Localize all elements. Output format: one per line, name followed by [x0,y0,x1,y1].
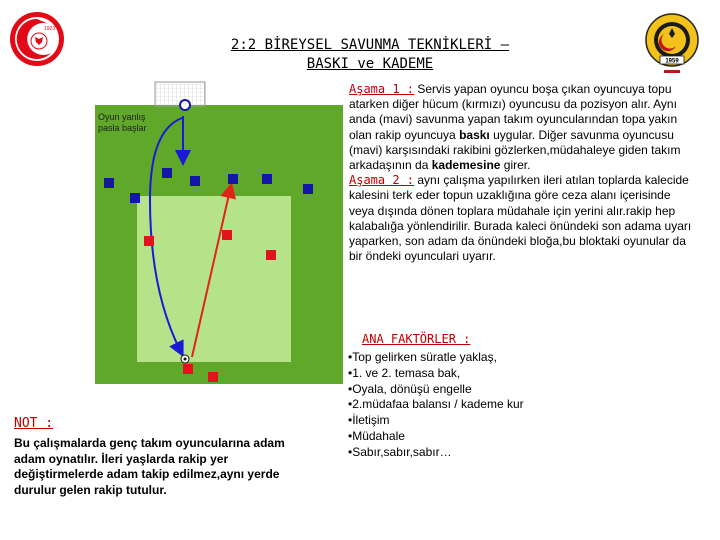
factor-item: •Oyala, dönüşü engelle [348,381,472,396]
title-line-2: BASKI ve KADEME [306,56,434,72]
defender [228,174,238,184]
logo-year: 1959 [665,58,679,65]
phase-1-text: Servis yapan oyuncu boşa çıkan oyuncuya topu atarken diğer hücum (kırmızı) oyuncusu da pozisyon alır. Aynı anda (mavi) savunma yapan takım oyuncularından topa yakın olan rakip oyuncuya [349,82,678,142]
title-line-1: 2:2 BİREYSEL SAVUNMA TEKNİKLERİ – [230,37,510,53]
exercise-description [349,82,694,264]
defender [262,174,272,184]
defender [303,184,313,194]
phase-1-text-2: uygular. Diğer savunma oyuncusu (mavi) karşısındaki rakibini gözlerken,müdahaleye giden takım arkadaşının da [349,127,681,173]
note-title: NOT : [14,416,54,431]
factors-list [348,350,608,461]
phase-1-bold-cover: kademesine [431,158,501,173]
pitch-right [291,196,343,384]
attacker [266,250,276,260]
phase-2-heading: Aşama 2 : [349,173,415,188]
attacker [208,372,218,382]
phase-1-heading: Aşama 1 : [349,82,415,96]
factor-item: •1. ve 2. temasa bak, [348,365,461,380]
phase-1-bold-pressure: baskı [459,127,490,142]
factor-item: •Sabır,sabır,sabır… [348,444,452,459]
attacker [183,364,193,374]
goalkeeper [180,100,190,110]
field-note: Oyun yanlış pasla başlar [98,112,147,133]
logo-year: 1923 [44,26,56,32]
defender [130,193,140,203]
attacker [144,236,154,246]
attacker [222,230,232,240]
defender [104,178,114,188]
factor-item: •İletişim [348,413,390,428]
factor-item: •Müdahale [348,428,405,443]
pitch-channel [137,196,291,362]
phase-1-text-3: girer. [500,158,531,173]
defender [162,168,172,178]
pitch-left [95,196,137,384]
phase-2-text: aynı çalışma yapılırken ileri atılan toplarda kalecide kalesini terk eder topun uzaklığına göre ceza alanı içerisinde veya dışında dönen toplara müdahale için yerini alır.rakip hep kalabalığa yönlendirilir. Burada kaleci önündeki son adama uyarı yaparken, son adam da önündeki bloğa,bu bloktaki oyunular da bir öndeki oyunculari uyarır. [349,173,692,264]
note-text: Bu çalışmalarda genç takım oyuncularına adam adam oynatılır. İleri yaşlarda rakip yer değiştirmelerde adam takip edilmez,aynı yerde durulur gelen rakip tutulur. [14,436,285,497]
factor-item: •Top gelirken süratle yaklaş, [348,350,497,364]
factor-item: •2.müdafaa balansı / kademe kur [348,397,524,412]
factors-title: ANA FAKTÖRLER : [362,332,471,346]
defender [190,176,200,186]
